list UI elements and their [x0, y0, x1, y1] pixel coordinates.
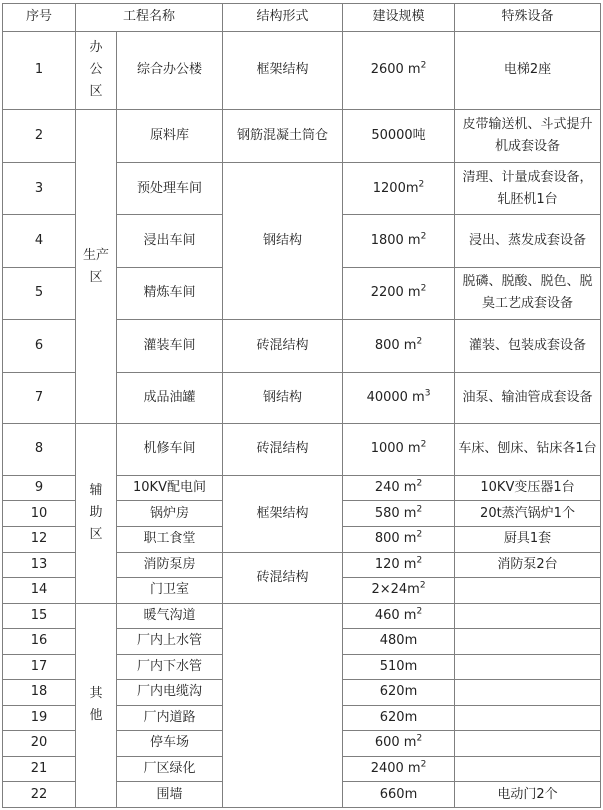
row-no: 12: [3, 526, 76, 552]
row-structure: 砖混结构: [223, 319, 343, 372]
row-equipment: [455, 603, 601, 629]
row-equipment: [455, 731, 601, 757]
row-scale: 620m: [343, 680, 455, 706]
table-row: [3, 110, 601, 163]
row-scale: 660m: [343, 782, 455, 808]
row-equipment: 清理、计量成套设备，轧胚机1台: [455, 163, 601, 215]
row-equipment: 20t蒸汽锅炉1个: [455, 501, 601, 527]
row-name: 锅炉房: [117, 501, 223, 527]
header-no: 序号: [3, 4, 76, 32]
zone-production: 生产 区: [76, 110, 117, 424]
row-no: 21: [3, 756, 76, 782]
row-name: 浸出车间: [117, 215, 223, 267]
row-scale: 240 $m^2$: [343, 475, 455, 501]
row-structure: 砖混结构: [223, 423, 343, 475]
row-scale: 800 $m^2$: [343, 526, 455, 552]
row-name: 10KV配电间: [117, 475, 223, 501]
row-scale: 480m: [343, 629, 455, 655]
zone-other: 其 他: [76, 603, 117, 807]
row-structure: 框架结构: [223, 31, 343, 110]
row-no: 9: [3, 475, 76, 501]
row-scale: $1200m^2$: [343, 163, 455, 215]
row-name: 门卫室: [117, 578, 223, 604]
row-scale: 2200 $m^2$: [343, 267, 455, 319]
project-table: [2, 3, 601, 808]
row-name: 厂内上水管: [117, 629, 223, 655]
header-name: 工程名称: [76, 4, 223, 32]
row-no: 22: [3, 782, 76, 808]
row-equipment: 电梯2座: [455, 31, 601, 110]
row-no: 1: [3, 31, 76, 110]
row-equipment: [455, 629, 601, 655]
row-name: 围墙: [117, 782, 223, 808]
row-name: 预处理车间: [117, 163, 223, 215]
row-scale: 2600 $m^2$: [343, 31, 455, 110]
row-no: 16: [3, 629, 76, 655]
zone-auxiliary: 辅 助 区: [76, 423, 117, 603]
row-equipment: [455, 680, 601, 706]
zone-office: 办 公 区: [76, 31, 117, 110]
row-no: 6: [3, 319, 76, 372]
row-no: 5: [3, 267, 76, 319]
row-structure: 钢结构: [223, 372, 343, 423]
header-scale: 建设规模: [343, 4, 455, 32]
row-scale: 600 $m^2$: [343, 731, 455, 757]
row-equipment: 车床、刨床、钻床各1台: [455, 423, 601, 475]
header-row: [3, 4, 601, 32]
row-equipment: [455, 654, 601, 680]
row-name: 停车场: [117, 731, 223, 757]
row-name: 综合办公楼: [117, 31, 223, 110]
row-equipment: 10KV变压器1台: [455, 475, 601, 501]
row-equipment: 皮带输送机、斗式提升机成套设备: [455, 110, 601, 163]
row-no: 13: [3, 552, 76, 578]
row-scale: 2400 $m^2$: [343, 756, 455, 782]
row-equipment: 电动门2个: [455, 782, 601, 808]
row-equipment: 浸出、蒸发成套设备: [455, 215, 601, 267]
table-row: [3, 423, 601, 475]
row-scale: 1800 $m^2$: [343, 215, 455, 267]
row-name: 消防泵房: [117, 552, 223, 578]
row-no: 18: [3, 680, 76, 706]
row-structure: 钢筋混凝土筒仓: [223, 110, 343, 163]
row-scale: 120 $m^2$: [343, 552, 455, 578]
row-name: 厂内道路: [117, 705, 223, 731]
row-no: 3: [3, 163, 76, 215]
row-equipment: 油泵、输油管成套设备: [455, 372, 601, 423]
row-name: 原料库: [117, 110, 223, 163]
row-no: 20: [3, 731, 76, 757]
row-scale: 460 $m^2$: [343, 603, 455, 629]
row-equipment: [455, 756, 601, 782]
row-structure: 砖混结构: [223, 552, 343, 603]
row-equipment: 厨具1套: [455, 526, 601, 552]
row-structure-empty: [223, 603, 343, 807]
row-structure: 钢结构: [223, 163, 343, 319]
row-name: 厂区绿化: [117, 756, 223, 782]
row-no: 10: [3, 501, 76, 527]
row-scale: 50000吨: [343, 110, 455, 163]
table-row: [3, 31, 601, 110]
row-no: 19: [3, 705, 76, 731]
row-scale: 510m: [343, 654, 455, 680]
row-name: 成品油罐: [117, 372, 223, 423]
row-equipment: [455, 578, 601, 604]
row-name: 灌装车间: [117, 319, 223, 372]
row-scale: 40000 $m^3$: [343, 372, 455, 423]
row-scale: $2\times 24m^2$: [343, 578, 455, 604]
row-scale: 800 $m^2$: [343, 319, 455, 372]
row-equipment: [455, 705, 601, 731]
row-no: 4: [3, 215, 76, 267]
row-scale: 580 $m^2$: [343, 501, 455, 527]
row-scale: 1000 $m^2$: [343, 423, 455, 475]
row-name: 厂内电缆沟: [117, 680, 223, 706]
row-no: 15: [3, 603, 76, 629]
row-no: 17: [3, 654, 76, 680]
row-scale: 620m: [343, 705, 455, 731]
table-row: [3, 603, 601, 629]
row-equipment: 灌装、包装成套设备: [455, 319, 601, 372]
row-no: 7: [3, 372, 76, 423]
row-equipment: 脱磷、脱酸、脱色、脱臭工艺成套设备: [455, 267, 601, 319]
row-name: 精炼车间: [117, 267, 223, 319]
row-no: 14: [3, 578, 76, 604]
row-equipment: 消防泵2台: [455, 552, 601, 578]
header-structure: 结构形式: [223, 4, 343, 32]
row-name: 机修车间: [117, 423, 223, 475]
row-structure: 框架结构: [223, 475, 343, 552]
row-name: 厂内下水管: [117, 654, 223, 680]
row-no: 8: [3, 423, 76, 475]
header-equipment: 特殊设备: [455, 4, 601, 32]
row-name: 职工食堂: [117, 526, 223, 552]
row-name: 暖气沟道: [117, 603, 223, 629]
row-no: 2: [3, 110, 76, 163]
